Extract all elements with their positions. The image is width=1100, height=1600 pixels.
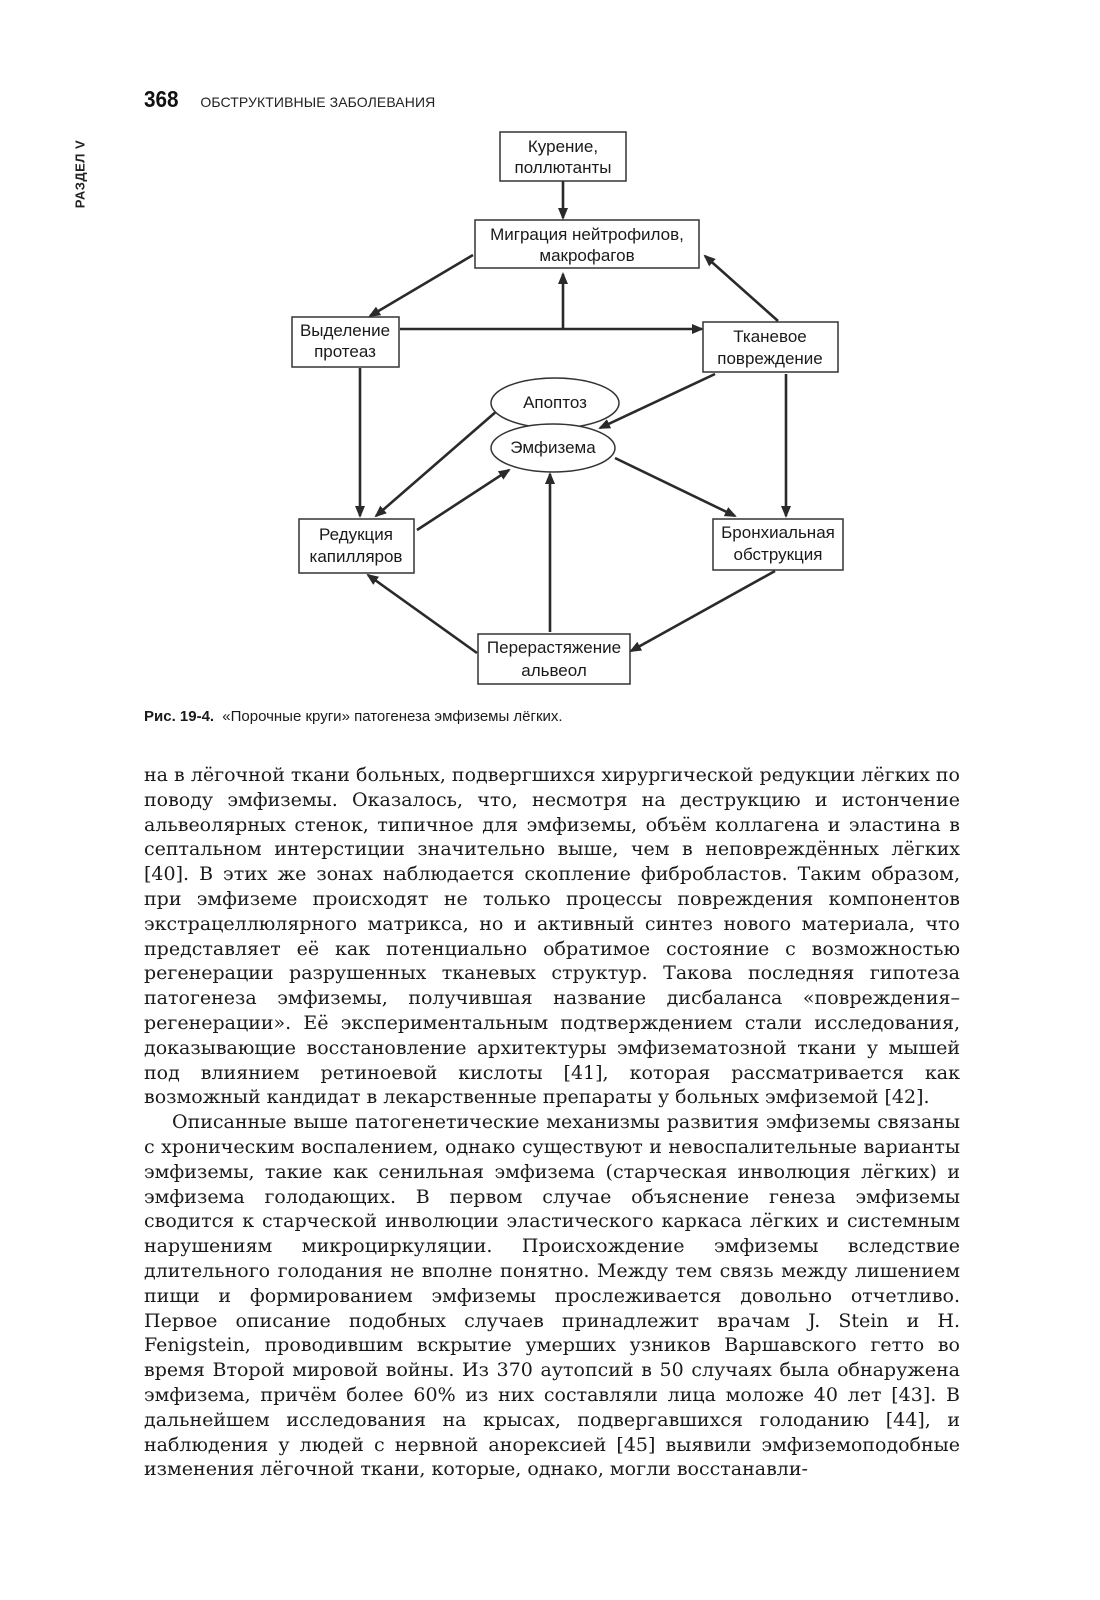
- arrow-overdistension-to-capillary-reduction: [368, 575, 477, 653]
- node-protease-line-2: протеаз: [314, 342, 376, 361]
- page-number: 368: [144, 86, 179, 112]
- node-capillary-reduction: [299, 519, 414, 573]
- node-protease: [292, 317, 399, 367]
- node-smoking-line-1: Курение,: [527, 137, 599, 156]
- node-capillary-reduction-line-2: капилляров: [309, 547, 403, 566]
- node-smoking-line-2: поллютанты: [514, 158, 612, 177]
- node-apoptosis: [491, 378, 619, 428]
- running-title: ОБСТРУКТИВНЫЕ ЗАБОЛЕВАНИЯ: [200, 94, 436, 110]
- node-tissue-damage-line-2: повреждение: [717, 349, 823, 368]
- node-alveolar-overdistension-line-2: альвеол: [521, 661, 587, 680]
- figure-caption: [144, 708, 563, 725]
- arrow-bronchial-obstruction-to-overdistension: [631, 571, 775, 651]
- node-alveolar-overdistension-line-1: Перерастяжение: [486, 638, 622, 657]
- node-protease-line-1: Выделение: [299, 321, 391, 340]
- node-apoptosis-label: Апоптоз: [523, 393, 587, 412]
- node-alveolar-overdistension: [478, 634, 630, 684]
- node-emphysema-label: Эмфизема: [510, 438, 596, 457]
- node-smoking: [500, 132, 626, 181]
- node-migration: [475, 220, 699, 268]
- body-text: [144, 763, 960, 1482]
- section-side-label-text: РАЗДЕЛ V: [72, 139, 88, 209]
- figure-caption-text: «Порочные круги» патогенеза эмфиземы лёгких.: [222, 708, 563, 725]
- node-migration-line-2: макрофагов: [539, 246, 635, 265]
- node-emphysema: [491, 424, 615, 472]
- arrow-emphysema-to-bronchial-obstruction: [615, 458, 735, 516]
- pathogenesis-diagram: [0, 0, 1100, 700]
- node-tissue-damage-line-1: Тканевое: [733, 327, 807, 346]
- arrow-tissue-damage-to-migration: [705, 256, 778, 321]
- node-bronchial-obstruction: [713, 519, 843, 570]
- paragraph-1: на в лёгочной ткани больных, подвергшихся хирургической редукции лёгких по поводу эмфиземы. Оказалось, что, несмотря на деструкцию и истончение альвеолярных стенок, типичное для эмфиземы, объём коллагена и эластина в септальном интерстиции значительно выше, чем в неповреждённых лёгких [40]. В этих же зонах наблюдается скопление фибробластов. Таким образом, при эмфиземе происходят не только процессы повреждения компонентов экстрацеллюлярного матрикса, но и активный синтез нового материала, что представляет её как потенциально обратимое состояние с возможностью регенерации разрушенных тканевых структур. Такова последняя гипотеза патогенеза эмфиземы, получившая название дисбаланса «повреждения–регенерации». Её экспериментальным подтверждением стали исследования, доказывающие восстановление архитектуры эмфизематозной ткани у мышей под влиянием ретиноевой кислоты [41], которая рассматривается как возможный кандидат в лекарственные препараты у больных эмфиземой [42].: [144, 764, 960, 1109]
- arrow-capillary-reduction-to-emphysema: [417, 470, 509, 530]
- node-capillary-reduction-line-1: Редукция: [319, 525, 393, 544]
- arrow-migration-to-protease: [370, 255, 473, 316]
- arrow-apoptosis-to-capillary-reduction: [376, 410, 498, 516]
- node-migration-line-1: Миграция нейтрофилов,: [490, 225, 684, 244]
- figure-caption-label: Рис. 19-4.: [144, 708, 215, 725]
- node-bronchial-obstruction-line-1: Бронхиальная: [721, 523, 835, 542]
- node-bronchial-obstruction-line-2: обструкция: [733, 545, 823, 564]
- node-tissue-damage: [703, 322, 838, 372]
- paragraph-2: Описанные выше патогенетические механизмы развития эмфиземы связаны с хроническим воспалением, однако существуют и невоспалительные варианты эмфиземы, такие как сенильная эмфизема (старческая инволюция лёгких) и эмфизема голодающих. В первом случае объяснение генеза эмфиземы сводится к старческой инволюции эластического каркаса лёгких и системным нарушениям микроциркуляции. Происхождение эмфиземы вследствие длительного голодания не вполне понятно. Между тем связь между лишением пищи и формированием эмфиземы прослеживается довольно отчетливо. Первое описание подобных случаев принадлежит врачам J. Stein и H. Fenigstein, проводившим вскрытие умерших узников Варшавского гетто во время Второй мировой войны. Из 370 аутопсий в 50 случаях была обнаружена эмфизема, причём более 60% из них составляли лица моложе 40 лет [43]. В дальнейшем исследования на крысах, подвергавшихся голоданию [44], и наблюдения у людей с нервной анорексией [45] выявили эмфиземоподобные изменения лёгочной ткани, которые, однако, могли восстанавли-: [144, 1111, 960, 1481]
